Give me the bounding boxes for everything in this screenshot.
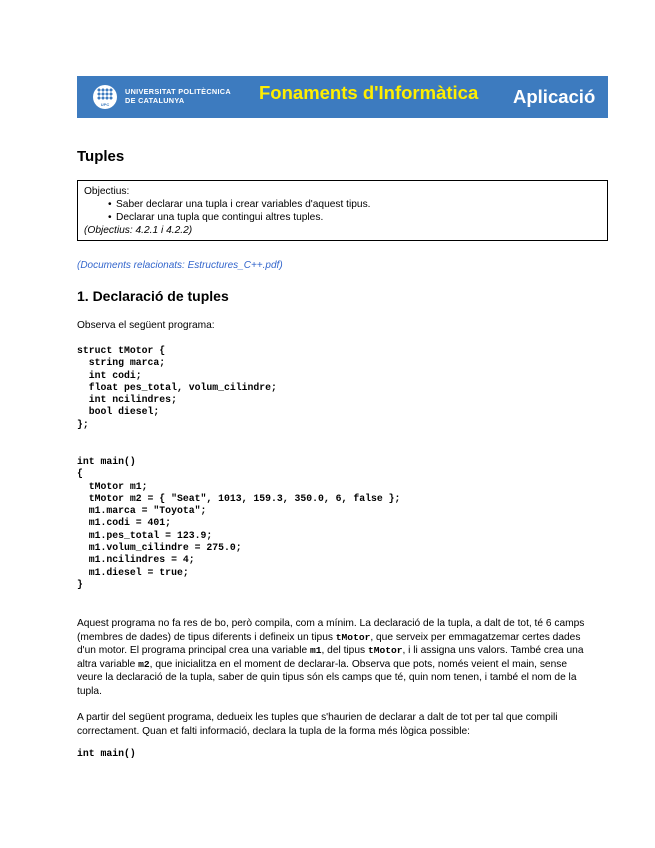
upc-logo-icon: UPC (93, 85, 117, 109)
intro-paragraph: Observa el següent programa: (77, 320, 215, 331)
code-main-block: int main() { tMotor m1; tMotor m2 = { "Seat", 1013, 159.3, 350.0, 6, false }; m1.marca = "Toyota"; m1.codi = 401; m1.pes_total = 123.9; m1.volum_cilindre = 275.0; m1.ncilindres = 4; m1.diesel = true; } (77, 456, 401, 590)
code-struct-block: struct tMotor { string marca; int codi; float pes_total, volum_cilindre; int ncilindres; bool diesel; }; (77, 345, 277, 430)
course-title: Fonaments d'Informàtica (259, 82, 479, 103)
objective-item: • Saber declarar una tupla i crear variables d'aquest tipus. (84, 198, 601, 211)
section-label: Aplicació (513, 86, 596, 107)
related-documents-link[interactable]: (Documents relacionats: Estructures_C++.pdf) (77, 260, 283, 271)
objectives-reference: (Objectius: 4.2.1 i 4.2.2) (84, 225, 193, 236)
code-final-block: int main() (77, 748, 136, 759)
task-paragraph: A partir del següent programa, dedueix les tuples que s'haurien de declarar a dalt de tot per tal que compili correctament. Quan et falti informació, declara la tupla de la forma més lògica possible: (77, 712, 558, 737)
page-title: Tuples (77, 148, 125, 165)
objectives-label: Objectius: (84, 186, 130, 197)
section-heading: 1. Declaració de tuples (77, 288, 229, 304)
header-banner (77, 76, 608, 118)
objectives-list (84, 198, 601, 224)
objective-item: • Declarar una tupla que contingui altres tuples. (84, 211, 601, 224)
objectives-box (77, 180, 608, 241)
explanation-paragraph: Aquest programa no fa res de bo, però compila, com a mínim. La declaració de la tupla, a dalt de tot, té 6 camps (membres de dades) de tipus diferents i defineix un tipus tMotor, que serveix per emmagatzemar certes dades d'un motor. El programa principal crea una variable m1, del tipus tMotor, i li assigna uns valors. També crea una altra variable m2, que inicialitza en el moment de declarar-la. Observa que pots, només veient el main, sense veure la declaració de la tupla, saber de quin tipus són els camps que té, quin nom tenen, i també el nom de la tupla. (77, 618, 585, 697)
university-name: UNIVERSITAT POLITÈCNICA DE CATALUNYA (125, 87, 231, 105)
